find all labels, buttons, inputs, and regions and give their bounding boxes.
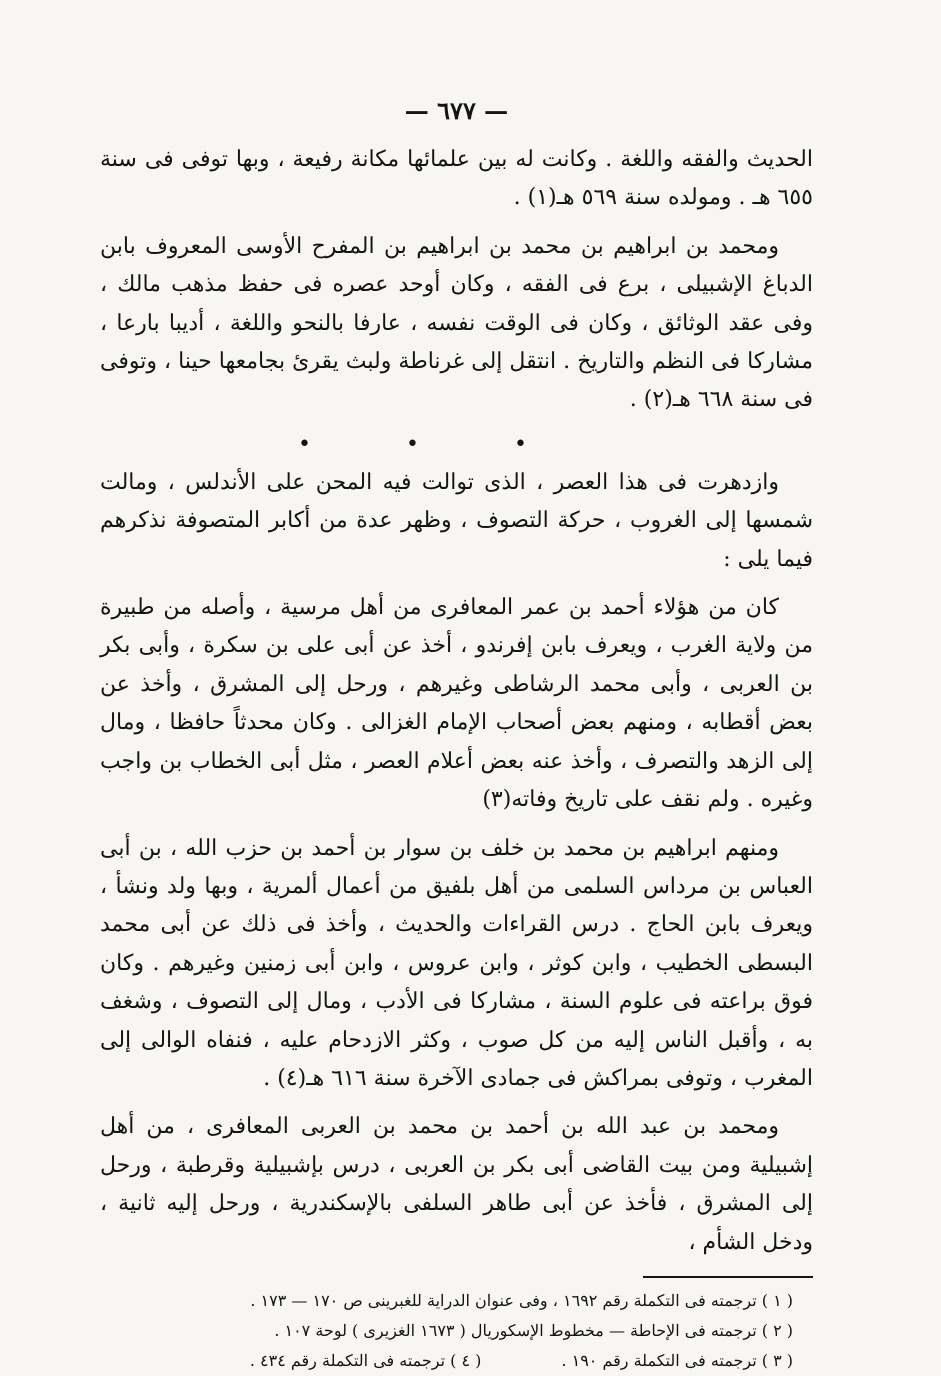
footnote-3: ( ٣ ) ترجمته فى التكملة رقم ١٩٠ . [561, 1350, 793, 1370]
footnote-divider [643, 1276, 813, 1278]
footnote-row [100, 1346, 793, 1376]
body-text [100, 141, 813, 1262]
footnotes [100, 1286, 813, 1376]
page-number: — ٦٧٧ — [404, 96, 509, 125]
paragraph-continuation: الحديث والفقه واللغة . وكانت له بين علمائها مكانة رفيعة ، وبها توفى فى سنة ٦٥٥ هـ . ومولده سنة ٥٦٩ هـ(١) . [100, 147, 813, 211]
paragraph-ibn-al-dabbagh: ومحمد بن ابراهيم بن محمد بن ابراهيم بن المفرح الأوسى المعروف بابن الدباغ الإشبيلى ، برع فى الفقه ، وكان أوحد عصره فى حفظ مذهب مالك ، وفى عقد الوثائق ، وكان فى الوقت نفسه ، عارفا بالنحو واللغة ، أديبا بارعا ، مشاركا فى النظم والتاريخ . انتقل إلى غرناطة ولبث يقرئ بجامعها حينا ، وتوفى فى سنة ٦٦٨ هـ(٢) . [100, 233, 813, 413]
paragraph-ibn-al-arabi: ومحمد بن عبد الله بن أحمد بن محمد بن العربى المعافرى ، من أهل إشبيلية ومن بيت القاضى أبى بكر بن العربى ، درس بإشبيلية وقرطبة ، ورحل إلى المشرق ، فأخذ عن أبى طاهر السلفى بالإسكندرية ، ورحل إليه ثانية ، ودخل الشأم ، [100, 1114, 813, 1255]
paragraph-ahmad-al-maafiri: كان من هؤلاء أحمد بن عمر المعافرى من أهل مرسية ، وأصله من طبيرة من ولاية الغرب ، ويعرف بابن إفرندو ، أخذ عن أبى على بن سكرة ، وأبى بكر بن العربى ، وأبى محمد الرشاطى وغيرهم ، ورحل إلى المشرق ، وأخذ عن بعض أقطابه ، ومنهم بعض أصحاب الإمام الغزالى . وكان محدثاً حافظا ، ومال إلى الزهد والتصرف ، وأخذ عنه بعض أعلام العصر ، مثل أبى الخطاب بن واجب وغيره . ولم نقف على تاريخ وفاته(٣) [100, 595, 813, 813]
section-separator: • • • [298, 431, 571, 457]
footnote-4: ( ٤ ) ترجمته فى التكملة رقم ٤٣٤ . [249, 1350, 482, 1370]
footnote-2: ( ٢ ) ترجمته فى الإحاطة — مخطوط الإسكوريال ( ١٦٧٣ الغزيرى ) لوحة ١٠٧ . [274, 1320, 793, 1340]
footnote-1: ( ١ ) ترجمته فى التكملة رقم ١٦٩٢ ، وفى عنوان الدراية للغبرينى ص ١٧٠ — ١٧٣ . [250, 1290, 793, 1310]
paragraph-ibn-al-hajj: ومنهم ابراهيم بن محمد بن خلف بن سوار بن أحمد بن حزب الله ، بن أبى العباس بن مرداس السلمى من أهل بلفيق من أعمال ألمرية ، وبها ولد ونشأ ، ويعرف بابن الحاج . درس القراءات والحديث ، وأخذ فى ذلك عن أبى محمد البسطى الخطيب ، وابن كوثر ، وابن عروس ، وابن أبى زمنين وغيرهم . وكان فوق براعته فى علوم السنة ، مشاركا فى الأدب ، ومال إلى التصوف ، وشغف به ، وأقبل الناس إليه من كل صوب ، وكثر الازدحام عليه ، فنفاه الوالى إلى المغرب ، وتوفى بمراكش فى جمادى الآخرة سنة ٦١٦ هـ(٤) . [100, 835, 813, 1091]
paragraph-sufism-intro: وازدهرت فى هذا العصر ، الذى توالت فيه المحن على الأندلس ، ومالت شمسها إلى الغروب ، حركة التصوف ، وظهر عدة من أكابر المتصوفة نذكرهم فيما يلى : [100, 469, 813, 572]
